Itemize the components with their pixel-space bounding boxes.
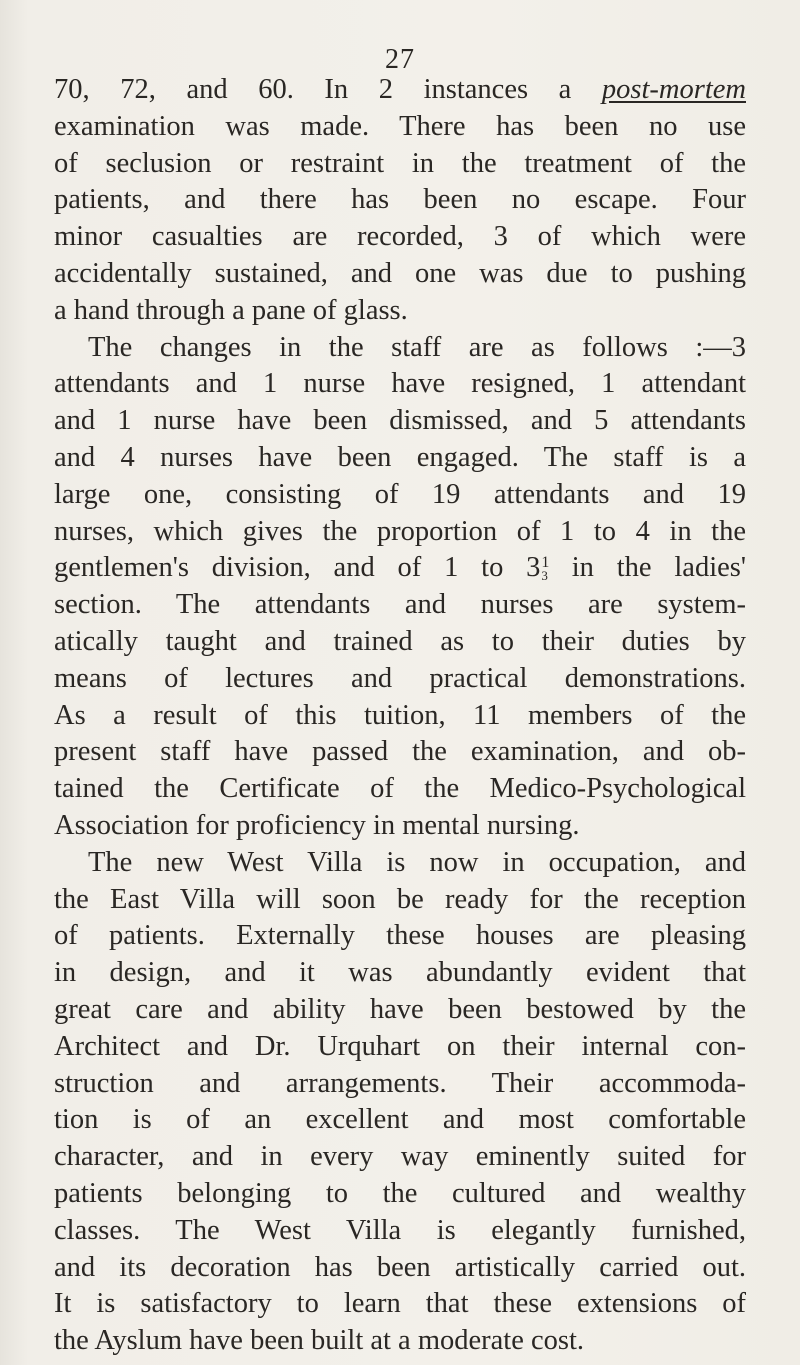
text-line: minor casualties are recorded, 3 of which were: [54, 221, 746, 253]
text-line: the Ayslum have been built at a moderate cost.: [54, 1325, 585, 1357]
text-line: of patients. Externally these houses are pleasing: [54, 920, 746, 952]
italic-term: post-mortem: [601, 74, 746, 105]
text-line: Association for proficiency in mental nursing.: [54, 809, 580, 841]
paragraph-2: [54, 330, 746, 845]
text-line: 70, 72, and 60. In 2 instances a post-mortem: [54, 74, 746, 105]
body-text: [54, 72, 746, 1360]
text-line: tion is of an excellent and most comfortable: [54, 1104, 746, 1136]
text-line: struction and arrangements. Their accommoda-: [54, 1067, 746, 1099]
text-line: means of lectures and practical demonstrations.: [54, 662, 746, 694]
text-line: The changes in the staff are as follows :—3: [88, 331, 746, 363]
text-line: the East Villa will soon be ready for the reception: [54, 883, 746, 915]
text-line: Architect and Dr. Urquhart on their internal con-: [54, 1030, 746, 1062]
paragraph-3: [54, 845, 746, 1360]
paragraph-1: [54, 72, 746, 330]
page-number: 27: [385, 44, 415, 75]
text-line: As a result of this tuition, 11 members of the: [54, 699, 746, 731]
text-line: character, and in every way eminently suited for: [54, 1141, 746, 1173]
text-line: of seclusion or restraint in the treatment of the: [54, 147, 746, 179]
text-line: great care and ability have been bestowed by the: [54, 993, 746, 1025]
text-line: nurses, which gives the proportion of 1 to 4 in the: [54, 515, 746, 547]
text-line: classes. The West Villa is elegantly furnished,: [54, 1214, 746, 1246]
fraction-denominator: 3: [541, 568, 548, 584]
text-line: accidentally sustained, and one was due to pushing: [54, 257, 746, 289]
text-line: large one, consisting of 19 attendants and 19: [54, 478, 746, 510]
text-line: The new West Villa is now in occupation, and: [88, 846, 746, 878]
text-line: attendants and 1 nurse have resigned, 1 attendant: [54, 368, 746, 400]
text-line: atically taught and trained as to their duties by: [54, 625, 746, 657]
text-line: examination was made. There has been no use: [54, 110, 746, 142]
text-line: patients, and there has been no escape. Four: [54, 184, 746, 216]
text-line: gentlemen's division, and of 1 to $3^13$ in the ladies': [54, 552, 746, 584]
text-line: in design, and it was abundantly evident that: [54, 957, 746, 989]
text-line: and 4 nurses have been engaged. The staff is a: [54, 441, 746, 473]
text-line: present staff have passed the examination, and ob-: [54, 736, 746, 768]
text-line: a hand through a pane of glass.: [54, 294, 408, 326]
text-line: and 1 nurse have been dismissed, and 5 attendants: [54, 405, 746, 437]
text-line: patients belonging to the cultured and wealthy: [54, 1177, 746, 1209]
text-line: section. The attendants and nurses are system-: [54, 589, 746, 621]
text-line: tained the Certificate of the Medico-Psychological: [54, 773, 746, 805]
fraction-numerator: 1: [541, 554, 550, 572]
text-line: and its decoration has been artistically carried out.: [54, 1251, 746, 1283]
text-line: It is satisfactory to learn that these extensions of: [54, 1288, 746, 1320]
